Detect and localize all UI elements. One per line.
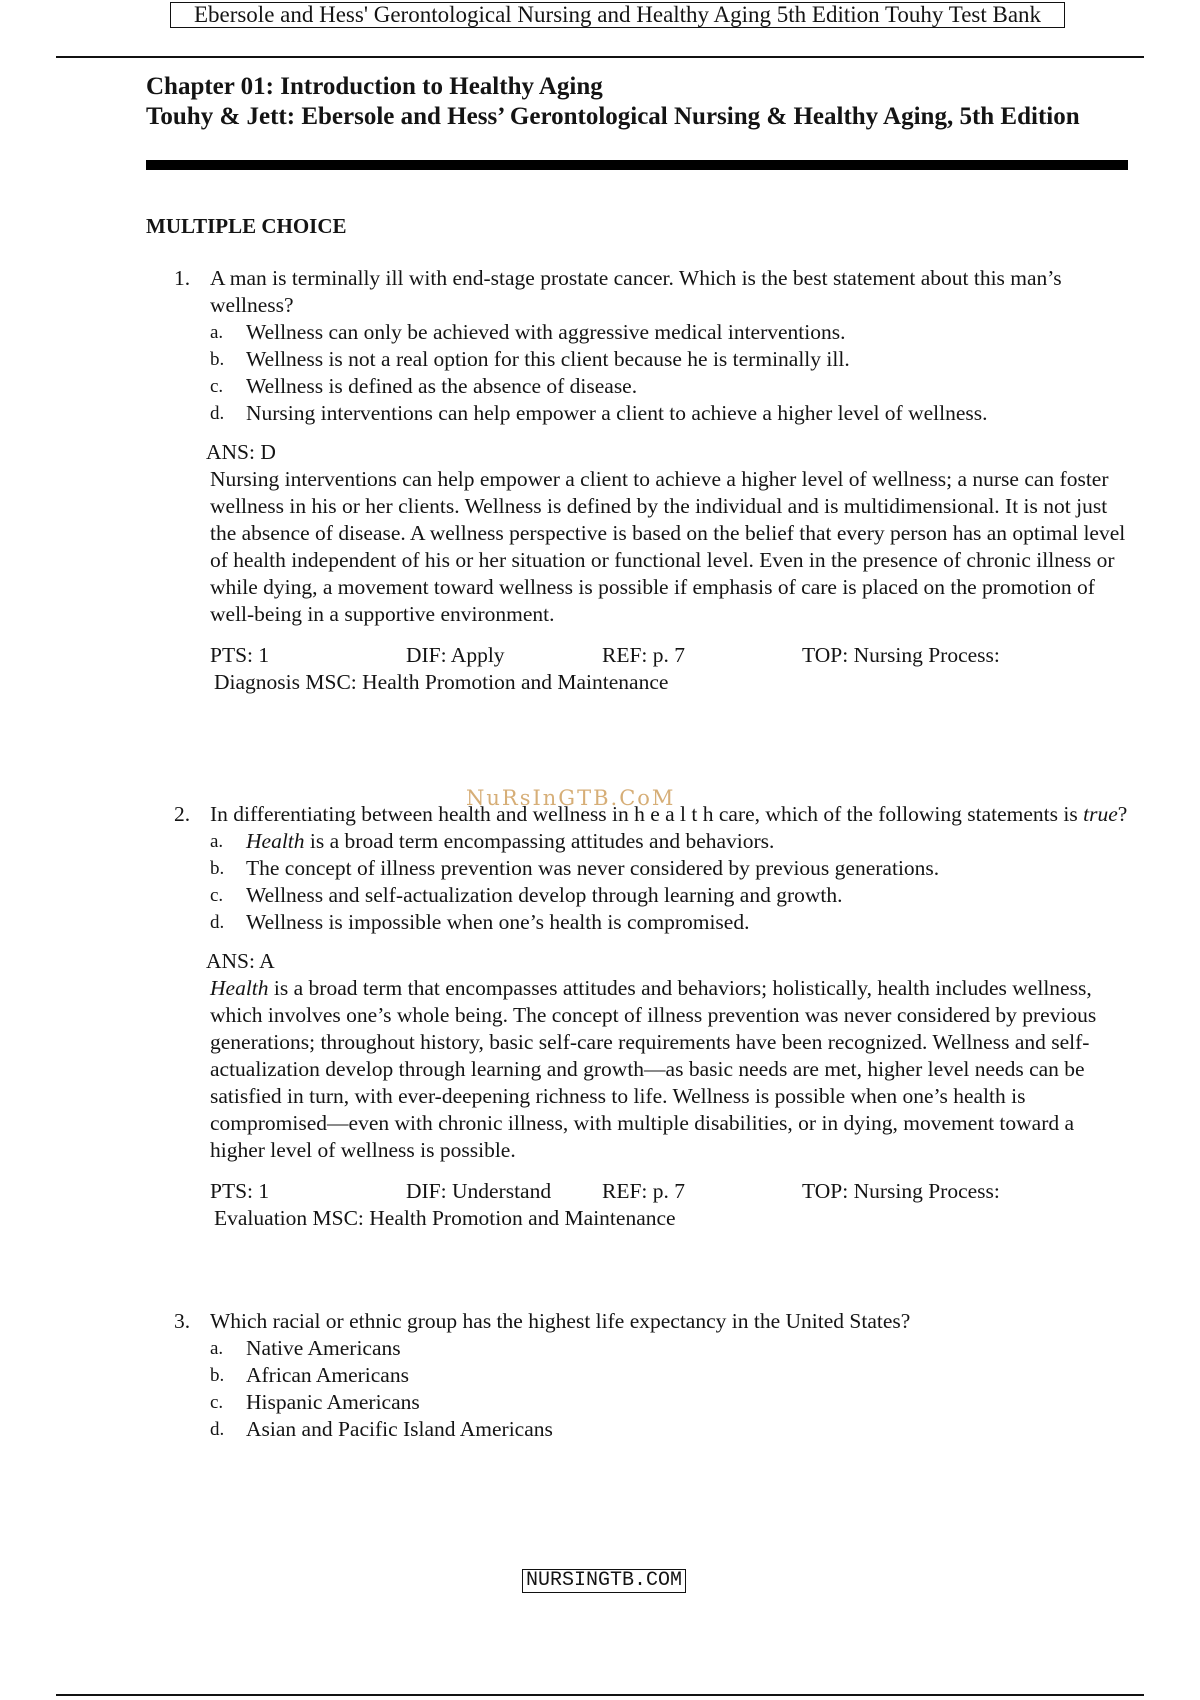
question-metadata — [210, 1178, 1134, 1232]
reference-field: REF: p. 7 — [602, 643, 686, 667]
option-text: African Americans — [246, 1363, 409, 1387]
option-letter: b. — [210, 1365, 225, 1386]
question-stem: A man is terminally ill with end-stage prostate cancer. Which is the best statement about this man’s wellness? — [210, 266, 1062, 317]
question-metadata — [210, 642, 1134, 696]
answer-rationale: Nursing interventions can help empower a client to achieve a higher level of wellness; a nurse can foster wellness in his or her clients. Wellness is defined by the individual and is multidimensional. It is not just the absence of disease. A wellness perspective is based on the belief that every person has an optimal level of health independent of his or her situation or functional level. Even in the presence of chronic illness or while dying, a movement toward wellness is possible if emphasis of care is placed on the promotion of well-being in a supportive environment. — [210, 467, 1126, 626]
option-text: Wellness is impossible when one’s health is compromised. — [246, 910, 750, 934]
question-3 — [174, 1308, 1134, 1443]
option-list — [210, 828, 1134, 936]
option-letter: c. — [210, 1392, 224, 1413]
stem-text: In differentiating between health and wellness in — [210, 802, 635, 826]
question-1 — [174, 265, 1134, 696]
option-a — [210, 828, 1134, 855]
option-b — [210, 346, 1134, 373]
msc-field: Evaluation MSC: Health Promotion and Maintenance — [214, 1206, 676, 1230]
chapter-title: Chapter 01: Introduction to Healthy Aging — [146, 73, 603, 100]
option-text: The concept of illness prevention was never considered by previous generations. — [246, 856, 940, 880]
option-text: Nursing interventions can help empower a client to achieve a higher level of wellness. — [246, 401, 988, 425]
document-header-title: Ebersole and Hess' Gerontological Nursing and Healthy Aging 5th Edition Touhy Test Bank — [170, 2, 1065, 28]
top-divider — [56, 56, 1144, 58]
option-d — [210, 1416, 1134, 1443]
footer-site-link[interactable]: NURSINGTB.COM — [522, 1569, 686, 1593]
topic-field: TOP: Nursing Process: — [802, 1179, 1000, 1203]
points-field: PTS: 1 — [210, 643, 270, 667]
option-letter: d. — [210, 1419, 225, 1440]
question-number: 1. — [174, 266, 191, 290]
option-letter: a. — [210, 1338, 224, 1359]
bottom-divider — [56, 1694, 1144, 1696]
option-text: Wellness is not a real option for this client because he is terminally ill. — [246, 347, 850, 371]
option-c — [210, 882, 1134, 909]
rationale-text: is a broad term that encompasses attitudes and behaviors; holistically, health includes wellness, which involves one’s whole being. The concept of illness prevention was never considered by previous generations; throughout history, basic self-care requirements have been recognized. Wellness and self-actualization develop through learning and growth—as basic needs are met, higher level needs can be satisfied in turn, with ever-deepening richness to life. Wellness is possible when one’s health is compromised—even with chronic illness, with multiple disabilities, or in dying, movement toward a higher level of wellness is possible. — [210, 976, 1097, 1162]
topic-field: TOP: Nursing Process: — [802, 643, 1000, 667]
difficulty-field: DIF: Understand — [406, 1179, 552, 1203]
option-letter: b. — [210, 858, 225, 879]
option-letter: b. — [210, 349, 225, 370]
stem-text-spaced: h e a l t h — [634, 802, 714, 826]
option-a — [210, 1335, 1134, 1362]
option-d — [210, 400, 1006, 427]
option-text: Hispanic Americans — [246, 1390, 420, 1414]
option-b — [210, 855, 1134, 882]
option-letter: a. — [210, 831, 224, 852]
option-b — [210, 1362, 1134, 1389]
stem-emphasis: true — [1083, 802, 1118, 826]
option-letter: c. — [210, 376, 224, 397]
option-list — [210, 1335, 1134, 1443]
chapter-heading — [146, 72, 1136, 132]
option-c — [210, 1389, 1134, 1416]
option-list — [210, 319, 1134, 427]
answer-key: ANS: D — [206, 440, 276, 464]
points-field: PTS: 1 — [210, 1179, 270, 1203]
option-d — [210, 909, 1134, 936]
answer-key: ANS: A — [206, 949, 275, 973]
msc-field: Diagnosis MSC: Health Promotion and Maintenance — [214, 670, 669, 694]
difficulty-field: DIF: Apply — [406, 643, 505, 667]
option-text: Asian and Pacific Island Americans — [246, 1417, 553, 1441]
heading-divider — [146, 160, 1128, 170]
question-stem: Which racial or ethnic group has the highest life expectancy in the United States? — [210, 1309, 911, 1333]
reference-field: REF: p. 7 — [602, 1179, 686, 1203]
option-c — [210, 373, 1134, 400]
option-text: is a broad term encompassing attitudes and behaviors. — [304, 829, 775, 853]
option-emphasis: Health — [246, 829, 305, 853]
option-text: Wellness can only be achieved with aggressive medical interventions. — [246, 320, 846, 344]
question-number: 3. — [174, 1309, 191, 1333]
rationale-emphasis: Health — [210, 976, 269, 1000]
option-text: Native Americans — [246, 1336, 401, 1360]
watermark: NuRsInGTB.CoM — [466, 786, 676, 810]
option-letter: a. — [210, 322, 224, 343]
option-letter: d. — [210, 403, 225, 424]
option-letter: d. — [210, 912, 225, 933]
stem-end: ? — [1117, 802, 1128, 826]
section-title: MULTIPLE CHOICE — [146, 214, 347, 238]
stem-text: care, which of the following statements is — [713, 802, 1084, 826]
book-title: Touhy & Jett: Ebersole and Hess’ Gerontological Nursing & Healthy Aging, 5th Edition — [146, 103, 1080, 130]
option-letter: c. — [210, 885, 224, 906]
option-text: Wellness and self-actualization develop through learning and growth. — [246, 883, 843, 907]
question-2 — [174, 801, 1134, 1232]
option-text: Wellness is defined as the absence of disease. — [246, 374, 638, 398]
question-number: 2. — [174, 802, 191, 826]
answer-rationale — [210, 975, 1134, 1164]
question-stem — [210, 801, 1134, 828]
option-a — [210, 319, 1134, 346]
